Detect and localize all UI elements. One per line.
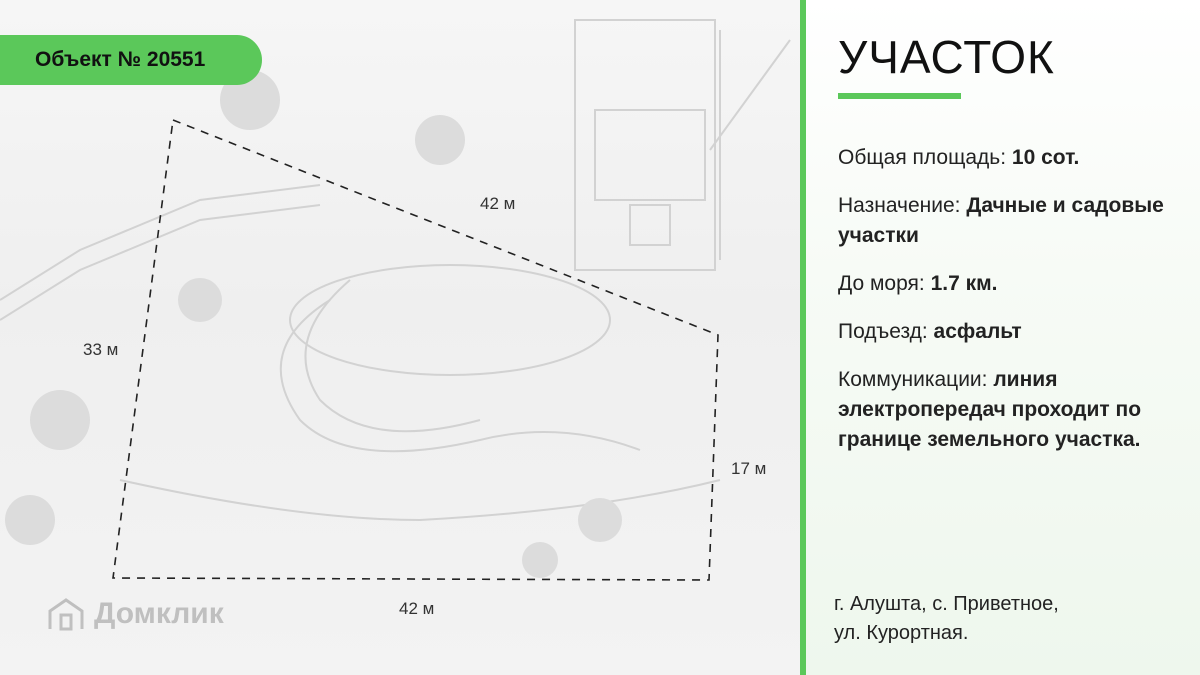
info-panel <box>806 0 1200 675</box>
info-item-access-road <box>838 317 1183 347</box>
title-underline <box>838 93 961 99</box>
info-label: Коммуникации: <box>838 368 994 391</box>
object-number-text: Объект № 20551 <box>35 48 206 71</box>
dimension-bottom: 42 м <box>399 599 435 618</box>
info-item-utilities <box>838 365 1183 455</box>
info-label: До моря: <box>838 272 931 295</box>
info-item-sea-distance <box>838 269 1183 299</box>
info-value: асфальт <box>933 320 1022 343</box>
plot-outline <box>113 120 718 580</box>
object-number-badge <box>0 35 262 85</box>
address-line-2: ул. Курортная. <box>834 622 969 644</box>
dimension-left: 33 м <box>83 340 119 359</box>
info-value: 10 сот. <box>1011 146 1080 169</box>
dimension-right: 17 м <box>731 459 767 478</box>
house-logo-icon <box>46 597 86 631</box>
panel-title: УЧАСТОК <box>838 31 1055 83</box>
info-value: 1.7 км. <box>930 272 998 295</box>
watermark-text: Домклик <box>94 597 224 630</box>
info-value: линия электропередач проходит по границе земельного участка. <box>838 368 1142 451</box>
info-label: Подъезд: <box>838 320 934 343</box>
info-label: Общая площадь: <box>838 146 1012 169</box>
info-value: Дачные и садовые участки <box>838 194 1164 247</box>
address <box>834 590 1059 648</box>
info-label: Назначение: <box>838 194 967 217</box>
info-item-area <box>838 143 1183 173</box>
dimension-top: 42 м <box>480 194 516 213</box>
info-list <box>838 143 1183 473</box>
info-item-purpose <box>838 191 1183 251</box>
brand-watermark <box>46 597 224 631</box>
address-line-1: г. Алушта, с. Приветное, <box>834 593 1059 615</box>
